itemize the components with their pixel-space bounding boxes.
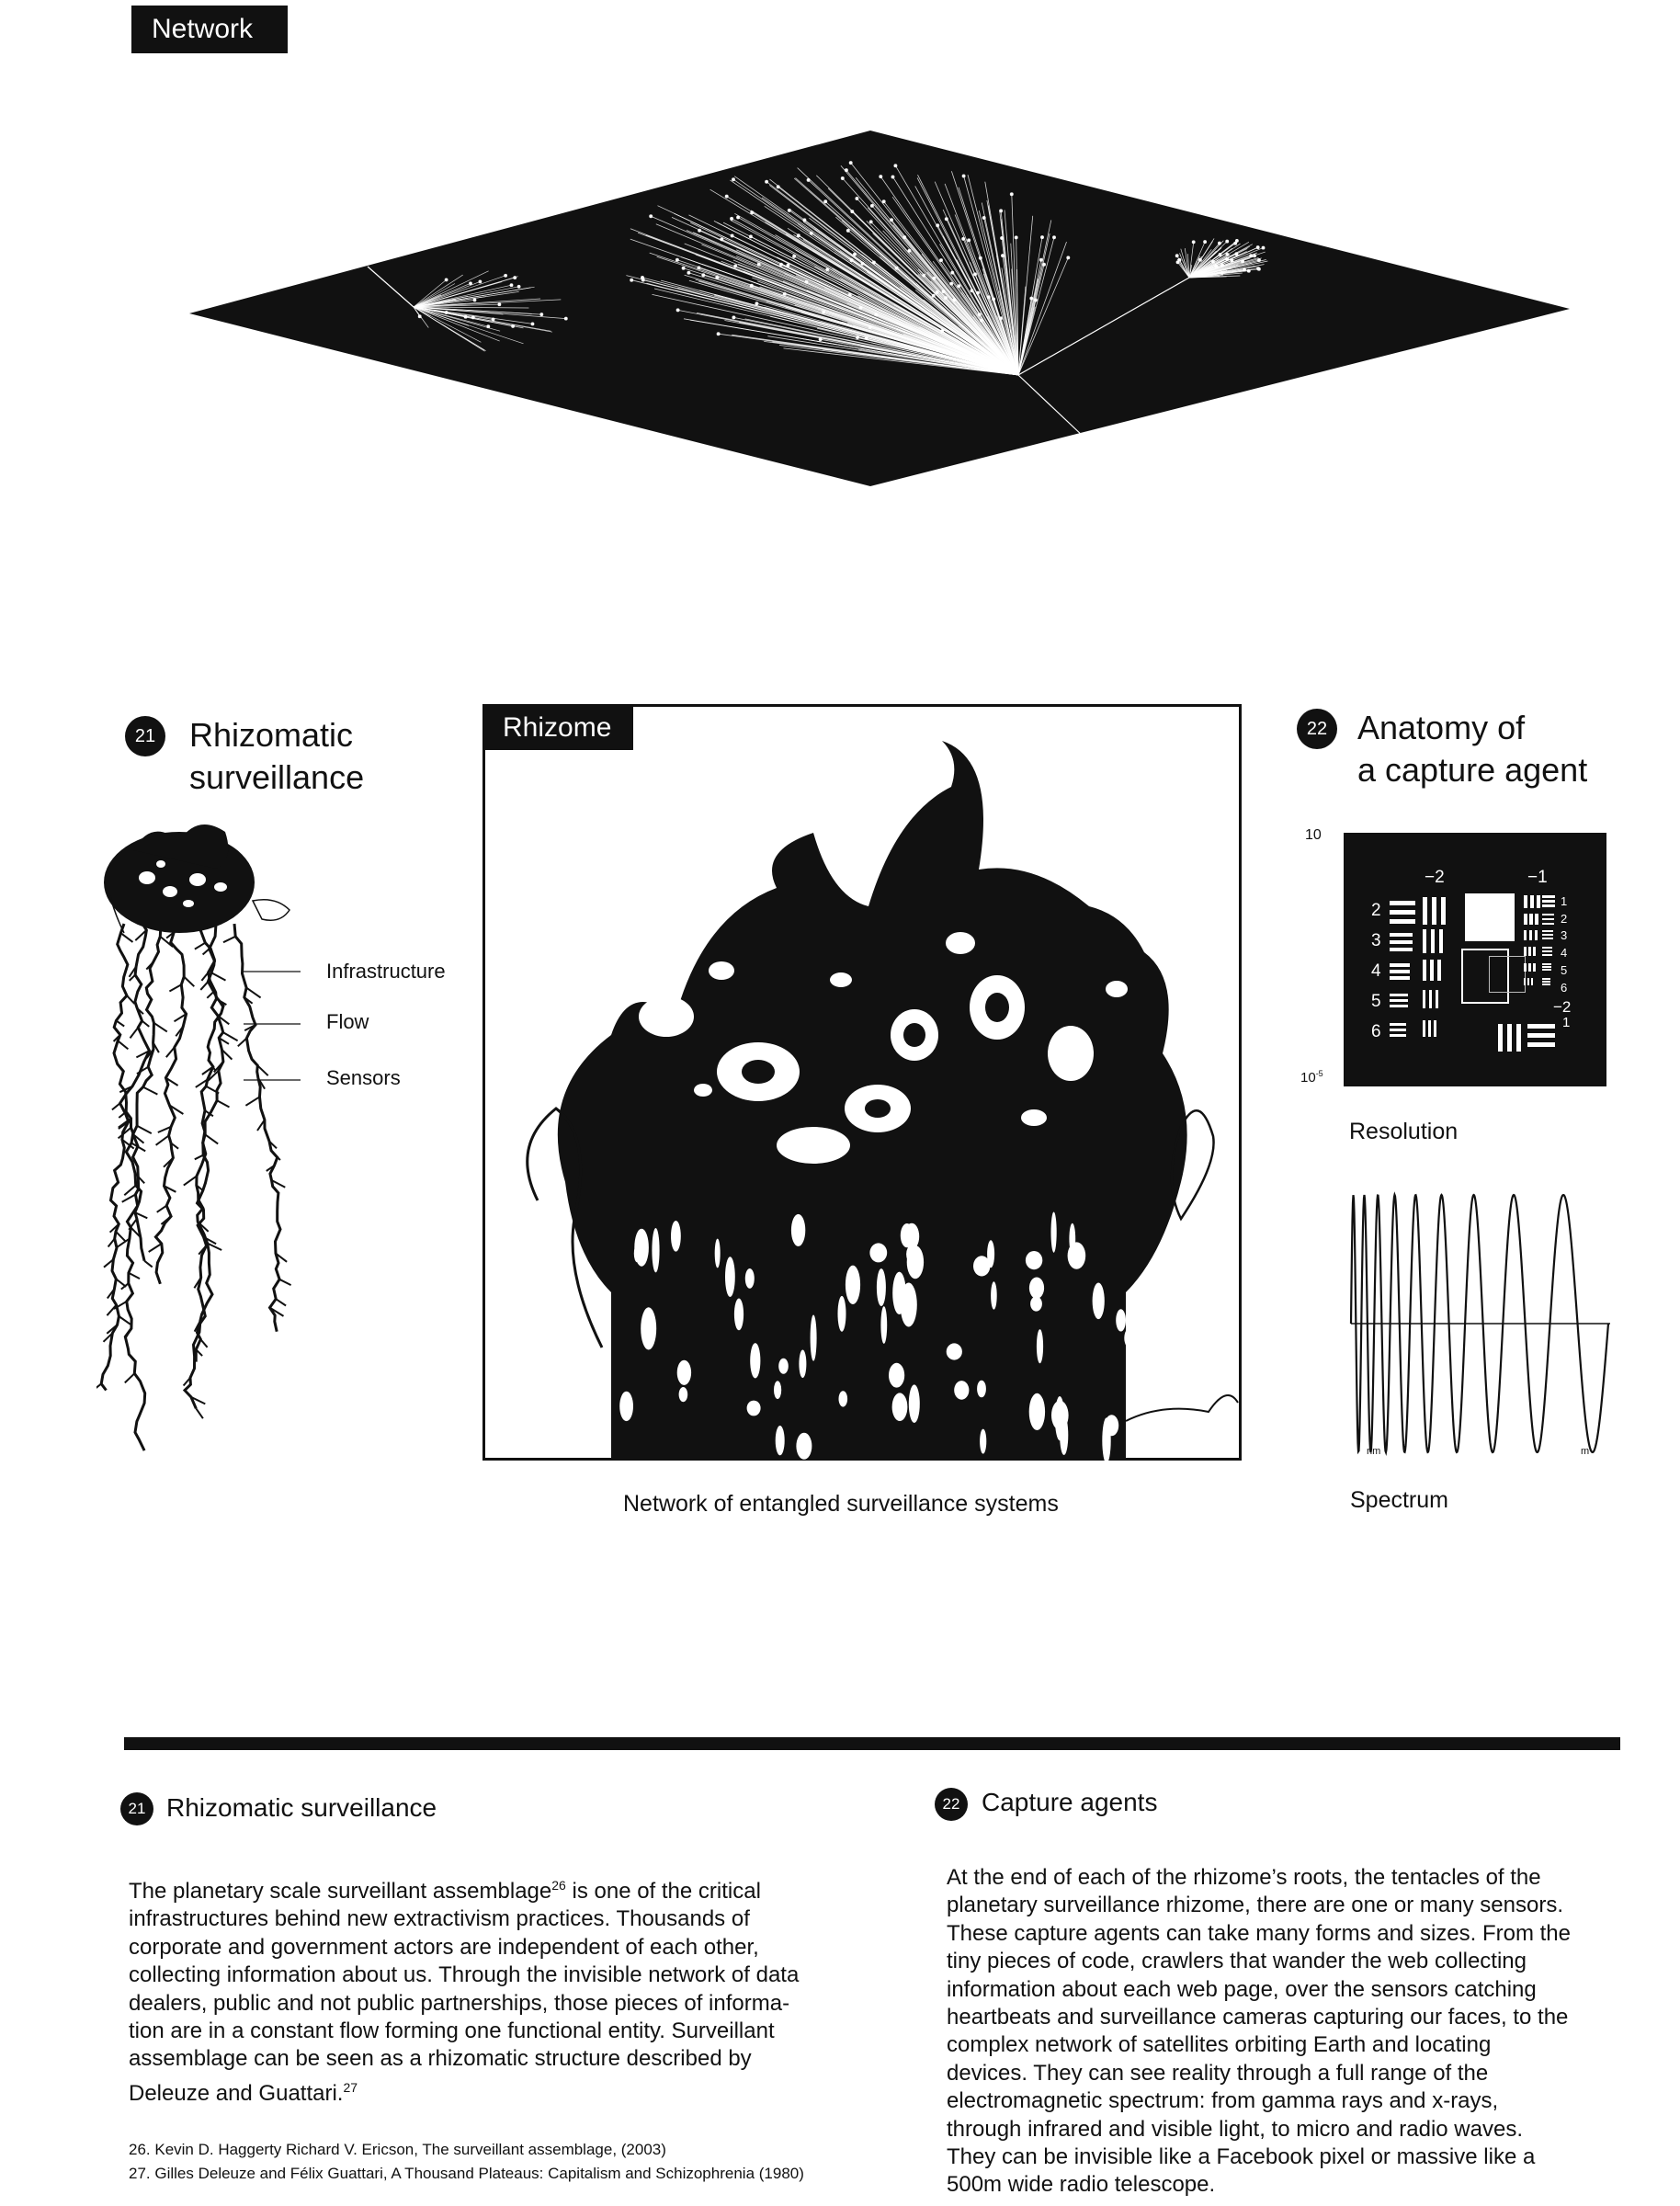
section-number-badge: 21 [125,716,165,756]
section-number-badge: 22 [935,1788,968,1821]
group-label: −2 [1425,868,1445,887]
section-number-badge: 21 [120,1792,153,1825]
spectrum-unit-left: nm [1367,1446,1381,1457]
column-heading: Capture agents [982,1788,1158,1816]
resolution-scale-bottom: $10^{-5}$ [1300,1069,1323,1086]
footnote-27: 27. Gilles Deleuze and Félix Guattari, A Thousand Plateaus: Capitalism and Schizophrenia (1980) [129,2165,804,2182]
network-diamond-illustration [184,127,1572,490]
network-label: Network [131,6,288,53]
footnote-26: 26. Kevin D. Haggerty Richard V. Ericson, The surveillant assemblage, (2003) [129,2141,666,2158]
group-label: −2 [1553,998,1572,1016]
flow-label: Flow [326,1010,369,1033]
section-heading: Anatomy of a capture agent [1357,709,1588,789]
spectrum-label: Spectrum [1350,1487,1448,1513]
resolution-scale-top: 10 [1305,827,1322,843]
rhizome-label: Rhizome [482,704,633,750]
group-label: −1 [1527,868,1548,887]
sensors-label: Sensors [326,1066,401,1089]
right-numbers: 1 2 3 4 5 6 [1561,894,1568,995]
resolution-label: Resolution [1349,1119,1459,1144]
infrastructure-label: Infrastructure [326,960,446,983]
section-heading: Rhizomatic surveillance [189,716,365,796]
capture-agents-paragraph: At the end of each of the rhizome’s roots, the tentacles of the planetary surveillance rhizome, there are one or many sensors. These capture agents can take many forms and sizes. From the tiny pieces of code, crawlers that wander the web collecting information about each web page, over the sensors catching heartbeats and surveillance cameras capturing our faces, to the complex network of satellites orbiting Earth and locating devices. They can see reality through a full range of the electromagnetic spectrum: from gamma rays and x-rays, through infrared and visible light, to micro and radio waves. They can be invisible like a Facebook pixel or massive like a 500m wide radio telescope. [947,1865,1571,2198]
footnotes [129,2138,919,2186]
section-number-badge: 22 [1297,709,1337,749]
column-heading: Rhizomatic surveillance [166,1793,437,1822]
section-divider [124,1737,1620,1750]
spectrum-wave [1342,1186,1618,1461]
resolution-test-chart [1344,833,1606,1086]
rhizome-root-diagram [96,823,317,1466]
spectrum-unit-right: m [1581,1446,1590,1457]
rhizome-frame [482,704,1242,1461]
rhizomatic-surveillance-paragraph: The planetary scale surveillant assemblage$^{26}$ is one of the critical infrastructures behind new extractivism practices. Thousands of corporate and government actors are independent of each other, collecting information about us. Through the invisible network of data dealers, public and not public partnerships, those pieces of informa- tion are in a constant flow forming one functional entity. Surveillant assemblage can be seen as a rhizomatic structure described by Deleuze and Guattari.$^{27}$ [129,1878,800,2106]
left-numbers: 2 3 4 5 6 [1371,901,1381,1041]
rhizome-caption: Network of entangled surveillance systems [623,1491,1059,1517]
group-number: 1 [1562,1015,1571,1030]
